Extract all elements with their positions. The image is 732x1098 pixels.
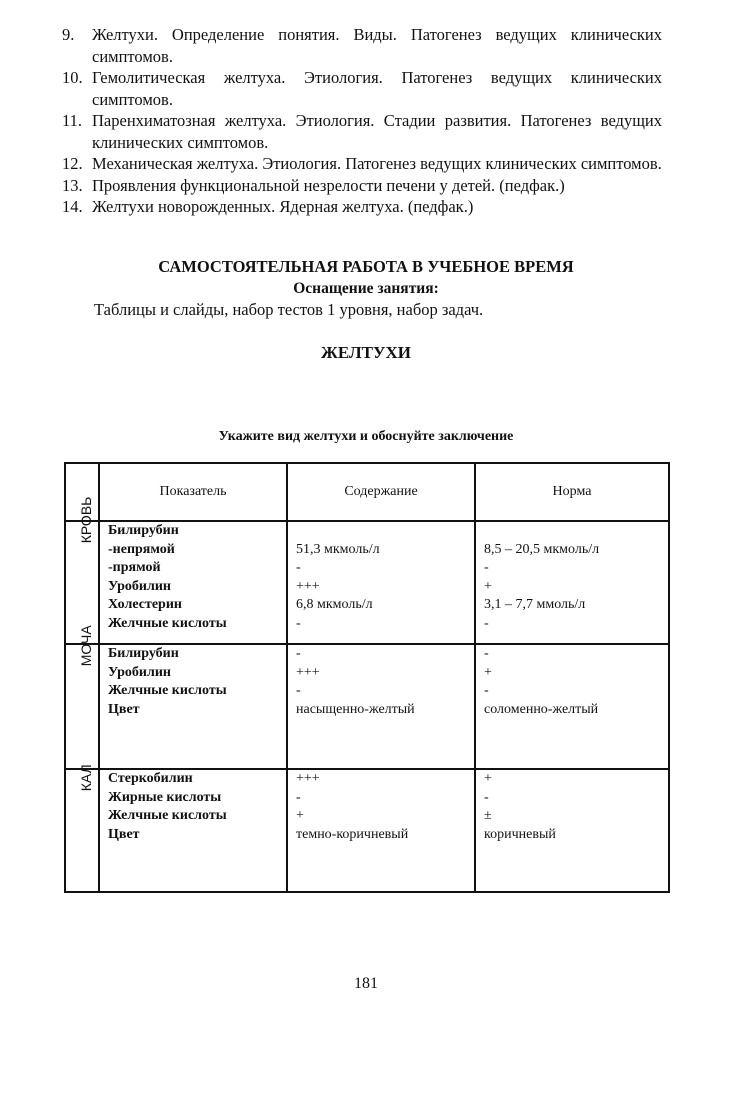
indicator: Уробилин [108, 664, 171, 680]
norm-cell [475, 644, 669, 769]
norm: соломенно-желтый [484, 701, 599, 717]
indicator: Цвет [108, 826, 140, 842]
value: - [296, 683, 301, 698]
question-number: 13. [62, 175, 83, 195]
value: - [296, 646, 301, 661]
indicator: Цвет [108, 701, 140, 717]
group-label-cell [65, 764, 99, 892]
norm-cell [475, 769, 669, 892]
norm: ± [484, 808, 492, 823]
indicator: Уробилин [108, 578, 171, 594]
indicator: Холестерин [108, 597, 182, 612]
norm: - [484, 615, 489, 631]
indicator: Билирубин [108, 646, 179, 661]
section-title: ЖЕЛТУХИ [321, 343, 411, 362]
norm: 8,5 – 20,5 мкмоль/л [484, 541, 600, 557]
norm: 3,1 – 7,7 ммоль/л [484, 597, 586, 612]
question-number: 9. [62, 25, 75, 44]
value-cell [287, 644, 475, 769]
indicator: Желчные кислоты [108, 683, 227, 698]
question-number: 14. [62, 197, 83, 216]
value-cell [287, 521, 475, 644]
header-norm: Норма [475, 463, 669, 521]
question-item [62, 24, 662, 67]
group-label: КРОВЬ [77, 496, 94, 544]
value: 6,8 мкмоль/л [296, 597, 373, 612]
question-list [62, 24, 662, 218]
indicator-cell [99, 521, 287, 644]
table-instruction: Укажите вид желтухи и обоснуйте заключение [218, 429, 514, 444]
indicator-cell [99, 769, 287, 892]
indicator: Стеркобилин [108, 771, 193, 786]
value: +++ [296, 771, 320, 786]
norm: коричневый [484, 826, 556, 842]
header-content: Содержание [287, 463, 475, 521]
question-text: Механическая желтуха. Этиология. Патогенез ведущих клинических симптомов. [92, 154, 662, 173]
table-row-blood [65, 521, 669, 644]
indicator: Жирные кислоты [108, 789, 222, 805]
norm: - [484, 560, 489, 575]
question-text: Желтухи. Определение понятия. Виды. Патогенез ведущих клинических симптомов. [92, 25, 662, 66]
indicator: Билирубин [108, 523, 179, 538]
norm: - [484, 646, 489, 661]
question-text: Проявления функциональной незрелости печени у детей. (педфак.) [92, 175, 565, 195]
question-item [62, 67, 662, 110]
question-item [62, 175, 662, 197]
indicator: -прямой [108, 560, 161, 575]
indicator: Желчные кислоты [108, 808, 227, 823]
jaundice-table [64, 462, 670, 893]
value: темно-коричневый [296, 826, 409, 842]
value: +++ [296, 578, 320, 594]
indicator: Желчные кислоты [108, 615, 227, 631]
question-text: Паренхиматозная желтуха. Этиология. Стадии развития. Патогенез ведущих клинических симптомов. [92, 111, 662, 152]
norm: + [484, 664, 492, 680]
page-number: 181 [354, 975, 378, 992]
value: 51,3 мкмоль/л [296, 541, 380, 557]
equipment-text: Таблицы и слайды, набор тестов 1 уровня, набор задач. [94, 300, 484, 319]
norm: + [484, 771, 492, 786]
header-indicator: Показатель [99, 463, 287, 521]
norm [484, 522, 668, 541]
equipment-heading: Оснащение занятия: [293, 280, 439, 297]
question-number: 11. [62, 111, 83, 130]
norm: - [484, 789, 489, 805]
value [296, 522, 474, 541]
group-label: МОЧА [77, 625, 94, 667]
norm: - [484, 683, 489, 698]
value: - [296, 615, 301, 631]
indicator-cell [99, 644, 287, 769]
value: насыщенно-желтый [296, 701, 415, 717]
question-text: Гемолитическая желтуха. Этиология. Патогенез ведущих клинических симптомов. [92, 68, 662, 109]
group-label-cell [65, 625, 99, 769]
table-row-feces [65, 769, 669, 892]
table-row-urine [65, 644, 669, 769]
value: + [296, 808, 304, 823]
question-item [62, 153, 662, 175]
question-item [62, 196, 662, 218]
value: +++ [296, 664, 320, 680]
value: - [296, 560, 301, 575]
norm-cell [475, 521, 669, 644]
group-label: КАЛ [77, 764, 94, 792]
question-text: Желтухи новорожденных. Ядерная желтуха. (педфак.) [92, 197, 474, 216]
value: - [296, 789, 301, 805]
independent-work-heading: САМОСТОЯТЕЛЬНАЯ РАБОТА В УЧЕБНОЕ ВРЕМЯ [158, 257, 574, 276]
question-number: 10. [62, 68, 83, 87]
table-header-row [65, 463, 669, 521]
question-number: 12. [62, 154, 83, 173]
question-item [62, 110, 662, 153]
value-cell [287, 769, 475, 892]
norm: + [484, 578, 492, 594]
indicator: -непрямой [108, 541, 175, 557]
